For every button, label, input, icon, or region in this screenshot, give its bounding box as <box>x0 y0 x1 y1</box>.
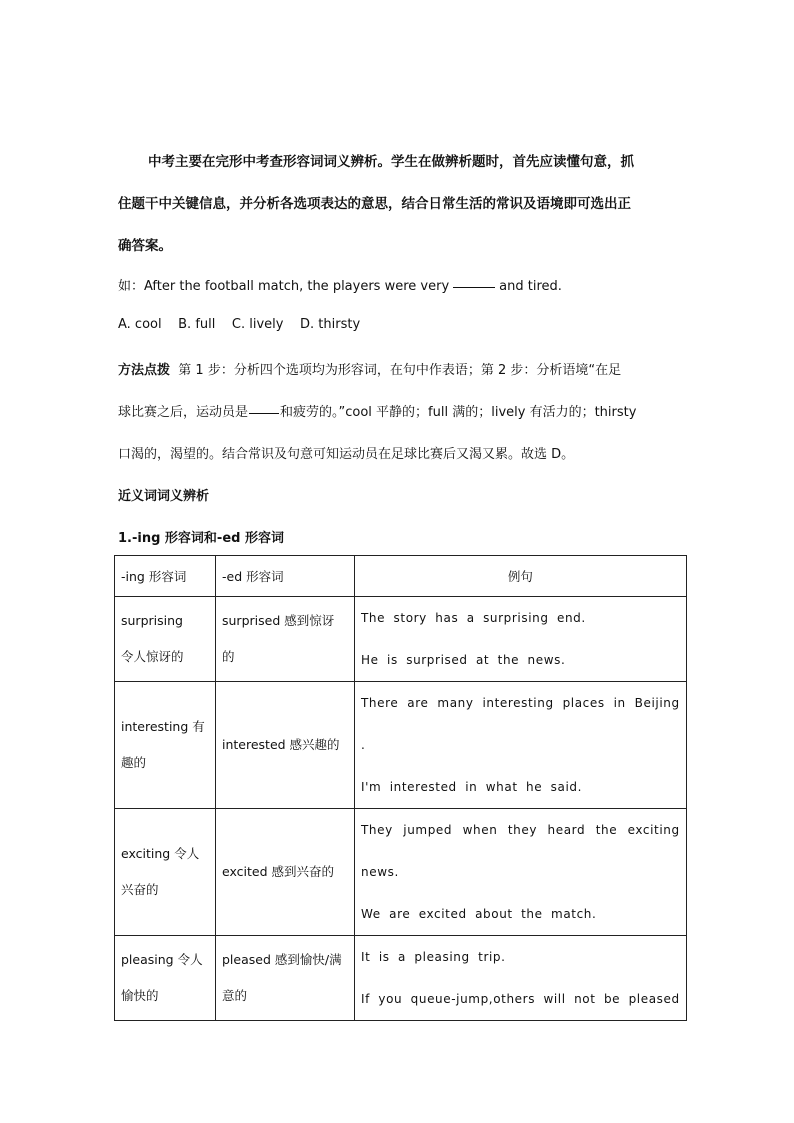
example-prefix: 如：After the football match, the players were very <box>118 279 450 294</box>
ing-cell <box>115 682 216 809</box>
ed-word: interested 感兴趣的 <box>222 737 340 752</box>
ed-cell <box>216 809 355 936</box>
ing-cell <box>115 936 216 1021</box>
method-line-2 <box>118 401 636 420</box>
option-d: D. thirsty <box>300 317 361 332</box>
table-row <box>115 682 687 809</box>
table-row <box>115 597 687 682</box>
ing-meaning: 令人惊讶的 <box>121 649 184 664</box>
ed-meaning: 意的 <box>222 988 248 1003</box>
section-title: 近义词词义辨析 <box>118 489 210 504</box>
example-cell <box>355 936 687 1021</box>
example-cell <box>355 809 687 936</box>
ing-word: interesting 有 <box>121 719 205 734</box>
ing-word: pleasing 令人 <box>121 952 203 967</box>
ed-word: surprised 感到惊讶 <box>222 613 335 628</box>
ing-word: surprising <box>121 613 183 628</box>
header-ing: -ing 形容词 <box>115 556 216 597</box>
example-sentence <box>118 275 562 294</box>
example-sentence-1: There are many interesting places in Beijing <box>361 696 680 710</box>
ing-meaning: 兴奋的 <box>121 882 159 897</box>
example-options <box>118 317 360 332</box>
example-sentence-1-end: news. <box>361 865 399 879</box>
adjective-table <box>114 555 687 1021</box>
method-text-2b: 和疲劳的。”cool 平静的；full 满的；lively 有活力的；thirsty <box>280 405 637 420</box>
ed-meaning: 的 <box>222 649 235 664</box>
subsection-title: 1.-ing 形容词和-ed 形容词 <box>118 531 284 546</box>
example-suffix: and tired. <box>499 279 562 294</box>
example-sentence-2: I'm interested in what he said. <box>361 780 583 794</box>
ing-word: exciting 令人 <box>121 846 200 861</box>
example-sentence-2: He is surprised at the news. <box>361 653 566 667</box>
example-sentence-1-end: . <box>361 738 366 752</box>
intro-line-3: 确答案。 <box>118 238 172 254</box>
ed-cell <box>216 597 355 682</box>
ing-meaning: 趣的 <box>121 755 147 770</box>
example-sentence-2: If you queue-jump,others will not be pleased <box>361 992 680 1006</box>
intro-line-1: 中考主要在完形中考查形容词词义辨析。学生在做辨析题时，首先应读懂句意，抓 <box>148 154 634 170</box>
example-cell <box>355 682 687 809</box>
header-example: 例句 <box>355 556 687 597</box>
example-sentence-1: They jumped when they heard the exciting <box>361 823 680 837</box>
ing-cell <box>115 809 216 936</box>
table-row <box>115 936 687 1021</box>
header-ed: -ed 形容词 <box>216 556 355 597</box>
method-line-1 <box>118 359 621 378</box>
table-row <box>115 809 687 936</box>
example-cell <box>355 597 687 682</box>
method-text-2a: 球比赛之后，运动员是 <box>118 405 249 420</box>
answer-blank <box>453 286 495 288</box>
ed-word: excited 感到兴奋的 <box>222 864 334 879</box>
example-sentence-2: We are excited about the match. <box>361 907 597 921</box>
method-label: 方法点拨 <box>118 363 171 378</box>
option-a: A. cool <box>118 317 162 332</box>
method-line-3: 口渴的，渴望的。结合常识及句意可知运动员在足球比赛后又渴又累。故选 D。 <box>118 447 575 462</box>
example-sentence-1: It is a pleasing trip. <box>361 950 506 964</box>
method-blank <box>249 412 279 414</box>
ing-cell <box>115 597 216 682</box>
table-header-row <box>115 556 687 597</box>
ing-meaning: 愉快的 <box>121 988 159 1003</box>
option-b: B. full <box>178 317 216 332</box>
intro-line-2: 住题干中关键信息，并分析各选项表达的意思，结合日常生活的常识及语境即可选出正 <box>118 196 631 212</box>
option-c: C. lively <box>231 317 284 332</box>
example-sentence-1: The story has a surprising end. <box>361 611 586 625</box>
ed-word: pleased 感到愉快/满 <box>222 952 342 967</box>
ed-cell <box>216 936 355 1021</box>
method-text-1: 第 1 步：分析四个选项均为形容词，在句中作表语；第 2 步：分析语境“在足 <box>178 363 622 378</box>
ed-cell <box>216 682 355 809</box>
